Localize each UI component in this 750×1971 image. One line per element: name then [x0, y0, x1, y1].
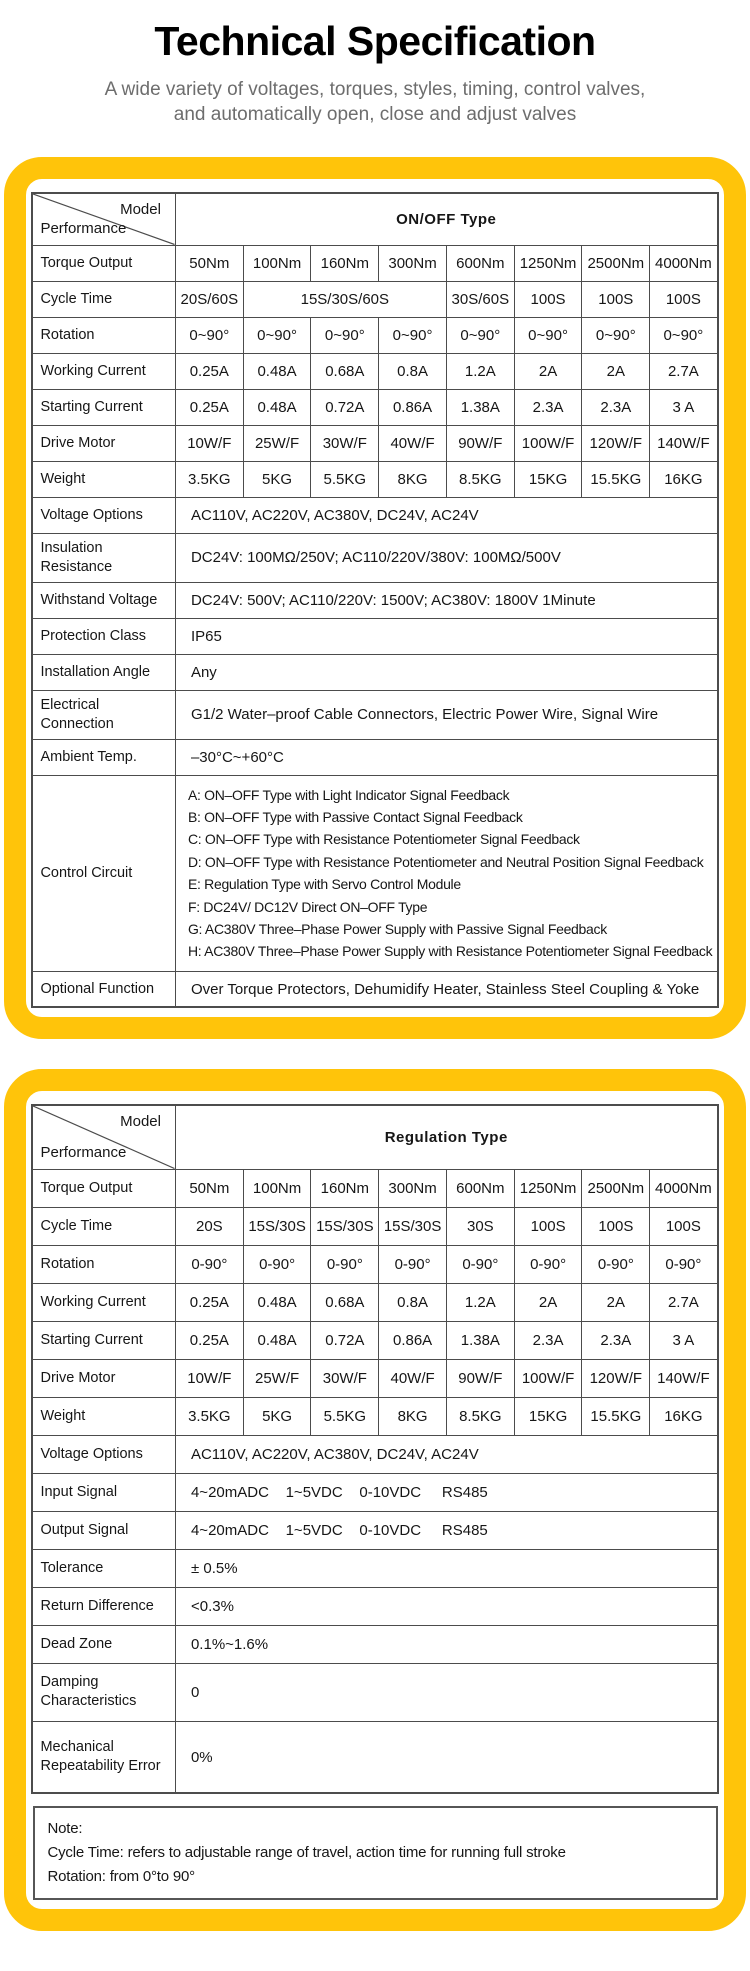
electrical-connection-label: Electrical Connection [32, 690, 175, 739]
torque-output-value-7: 4000Nm [650, 245, 718, 281]
starting-current-value-1: 0.48A [243, 1321, 311, 1359]
working-current-value-5: 2A [514, 353, 582, 389]
damping-characteristics-label: Damping Characteristics [32, 1663, 175, 1721]
dead-zone-row [32, 1625, 717, 1663]
tolerance-row [32, 1549, 717, 1587]
withstand-voltage-label: Withstand Voltage [32, 582, 175, 618]
starting-current-value-5: 2.3A [514, 389, 582, 425]
cycle-time-row [32, 1207, 717, 1245]
corner-model-label: Model [120, 201, 161, 218]
drive-motor-row [32, 425, 717, 461]
drive-motor-value-0: 10W/F [175, 1359, 243, 1397]
weight-value-4: 8.5KG [446, 1397, 514, 1435]
cycle-time-value-0: 20S [175, 1207, 243, 1245]
control-circuit-option: E: Regulation Type with Servo Control Module [187, 876, 461, 893]
tolerance-value: ± 0.5% [175, 1549, 717, 1587]
input-signal-row [32, 1473, 717, 1511]
working-current-value-4: 1.2A [446, 1283, 514, 1321]
onoff-type-header: ON/OFF Type [175, 193, 717, 245]
drive-motor-value-1: 25W/F [243, 425, 311, 461]
cycle-time-value-0: 20S/60S [175, 281, 243, 317]
electrical-connection-row [32, 690, 717, 739]
starting-current-value-0: 0.25A [175, 389, 243, 425]
cycle-time-value-1: 15S/30S [243, 1207, 311, 1245]
rotation-value-1: 0~90° [243, 317, 311, 353]
weight-value-1: 5KG [243, 1397, 311, 1435]
torque-output-value-4: 600Nm [446, 1169, 514, 1207]
regulation-type-card [4, 1069, 746, 1931]
working-current-label: Working Current [32, 1283, 175, 1321]
ambient-temp-row [32, 739, 717, 775]
return-difference-row [32, 1587, 717, 1625]
rotation-value-1: 0-90° [243, 1245, 311, 1283]
starting-current-value-3: 0.86A [379, 1321, 447, 1359]
rotation-value-3: 0-90° [379, 1245, 447, 1283]
installation-angle-label: Installation Angle [32, 654, 175, 690]
starting-current-row [32, 1321, 717, 1359]
ambient-temp-value: –30°C~+60°C [175, 739, 717, 775]
insulation-resistance-row [32, 533, 717, 582]
drive-motor-value-4: 90W/F [446, 425, 514, 461]
mechanical-repeatability-error-value: 0% [175, 1721, 717, 1793]
starting-current-value-0: 0.25A [175, 1321, 243, 1359]
optional-function-value: Over Torque Protectors, Dehumidify Heater, Stainless Steel Coupling & Yoke [175, 971, 717, 1007]
weight-row [32, 461, 717, 497]
working-current-value-3: 0.8A [379, 353, 447, 389]
rotation-value-6: 0~90° [582, 317, 650, 353]
voltage-options-value: AC110V, AC220V, AC380V, DC24V, AC24V [175, 497, 717, 533]
control-circuit-option: G: AC380V Three–Phase Power Supply with Passive Signal Feedback [187, 920, 607, 937]
drive-motor-value-4: 90W/F [446, 1359, 514, 1397]
torque-output-value-6: 2500Nm [582, 245, 650, 281]
insulation-resistance-value: DC24V: 100MΩ/250V; AC110/220V/380V: 100MΩ/500V [175, 533, 717, 582]
subtitle-line-2: and automatically open, close and adjust valves [173, 104, 577, 125]
rotation-value-5: 0~90° [514, 317, 582, 353]
rotation-value-2: 0~90° [311, 317, 379, 353]
dead-zone-label: Dead Zone [32, 1625, 175, 1663]
insulation-resistance-label: Insulation Resistance [32, 533, 175, 582]
rotation-value-4: 0-90° [446, 1245, 514, 1283]
note-cycle-time: Cycle Time: refers to adjustable range of travel, action time for running full stroke [47, 1844, 566, 1862]
return-difference-label: Return Difference [32, 1587, 175, 1625]
corner-model-performance-cell [32, 193, 175, 245]
weight-value-3: 8KG [379, 1397, 447, 1435]
rotation-row [32, 1245, 717, 1283]
damping-characteristics-value: 0 [175, 1663, 717, 1721]
damping-characteristics-row [32, 1663, 717, 1721]
drive-motor-value-6: 120W/F [582, 425, 650, 461]
drive-motor-label: Drive Motor [32, 1359, 175, 1397]
corner-model-performance-cell [32, 1105, 175, 1169]
weight-value-0: 3.5KG [175, 1397, 243, 1435]
torque-output-value-6: 2500Nm [582, 1169, 650, 1207]
torque-output-value-3: 300Nm [379, 245, 447, 281]
working-current-value-5: 2A [514, 1283, 582, 1321]
weight-value-1: 5KG [243, 461, 311, 497]
torque-output-value-7: 4000Nm [650, 1169, 718, 1207]
voltage-options-value: AC110V, AC220V, AC380V, DC24V, AC24V [175, 1435, 717, 1473]
protection-class-value: IP65 [175, 618, 717, 654]
working-current-value-6: 2A [582, 353, 650, 389]
working-current-value-0: 0.25A [175, 353, 243, 389]
rotation-value-2: 0-90° [311, 1245, 379, 1283]
working-current-value-1: 0.48A [243, 1283, 311, 1321]
output-signal-label: Output Signal [32, 1511, 175, 1549]
rotation-value-0: 0~90° [175, 317, 243, 353]
torque-output-value-4: 600Nm [446, 245, 514, 281]
drive-motor-value-3: 40W/F [379, 1359, 447, 1397]
electrical-connection-value: G1/2 Water–proof Cable Connectors, Electric Power Wire, Signal Wire [175, 690, 717, 739]
torque-output-value-0: 50Nm [175, 1169, 243, 1207]
working-current-label: Working Current [32, 353, 175, 389]
output-signal-row [32, 1511, 717, 1549]
voltage-options-label: Voltage Options [32, 497, 175, 533]
withstand-voltage-value: DC24V: 500V; AC110/220V: 1500V; AC380V: 1800V 1Minute [175, 582, 717, 618]
working-current-row [32, 353, 717, 389]
input-signal-label: Input Signal [32, 1473, 175, 1511]
control-circuit-row [32, 775, 717, 971]
output-signal-value: 4~20mADC 1~5VDC 0-10VDC RS485 [175, 1511, 717, 1549]
control-circuit-option: F: DC24V/ DC12V Direct ON–OFF Type [187, 898, 428, 915]
working-current-value-1: 0.48A [243, 353, 311, 389]
drive-motor-value-3: 40W/F [379, 425, 447, 461]
torque-output-row [32, 1169, 717, 1207]
rotation-value-7: 0~90° [650, 317, 718, 353]
cycle-time-label: Cycle Time [32, 281, 175, 317]
starting-current-value-1: 0.48A [243, 389, 311, 425]
cycle-time-value-4: 100S [582, 281, 650, 317]
working-current-value-7: 2.7A [650, 1283, 718, 1321]
torque-output-value-2: 160Nm [311, 245, 379, 281]
drive-motor-value-5: 100W/F [514, 425, 582, 461]
torque-output-label: Torque Output [32, 1169, 175, 1207]
optional-function-label: Optional Function [32, 971, 175, 1007]
mechanical-repeatability-error-row [32, 1721, 717, 1793]
return-difference-value: <0.3% [175, 1587, 717, 1625]
starting-current-value-7: 3 A [650, 1321, 718, 1359]
drive-motor-value-1: 25W/F [243, 1359, 311, 1397]
weight-value-6: 15.5KG [582, 1397, 650, 1435]
protection-class-label: Protection Class [32, 618, 175, 654]
dead-zone-value: 0.1%~1.6% [175, 1625, 717, 1663]
voltage-options-label: Voltage Options [32, 1435, 175, 1473]
cycle-time-value-1: 15S/30S/60S [243, 281, 446, 317]
cycle-time-value-3: 100S [514, 281, 582, 317]
weight-label: Weight [32, 461, 175, 497]
working-current-value-7: 2.7A [650, 353, 718, 389]
weight-value-3: 8KG [379, 461, 447, 497]
protection-class-row [32, 618, 717, 654]
starting-current-value-2: 0.72A [311, 389, 379, 425]
drive-motor-value-6: 120W/F [582, 1359, 650, 1397]
page-title: Technical Specification [154, 18, 596, 64]
regulation-type-header: Regulation Type [175, 1105, 717, 1169]
corner-performance-label: Performance [40, 219, 127, 237]
onoff-type-table [31, 192, 718, 1008]
cycle-time-value-2: 15S/30S [311, 1207, 379, 1245]
onoff-type-card [4, 157, 746, 1039]
input-signal-value: 4~20mADC 1~5VDC 0-10VDC RS485 [175, 1473, 717, 1511]
starting-current-value-5: 2.3A [514, 1321, 582, 1359]
weight-value-6: 15.5KG [582, 461, 650, 497]
weight-value-2: 5.5KG [311, 1397, 379, 1435]
torque-output-label: Torque Output [32, 245, 175, 281]
rotation-value-7: 0-90° [650, 1245, 718, 1283]
cycle-time-value-2: 30S/60S [446, 281, 514, 317]
weight-value-0: 3.5KG [175, 461, 243, 497]
torque-output-value-5: 1250Nm [514, 1169, 582, 1207]
torque-output-value-1: 100Nm [243, 245, 311, 281]
drive-motor-row [32, 1359, 717, 1397]
note-title: Note: [47, 1820, 83, 1838]
weight-value-5: 15KG [514, 461, 582, 497]
control-circuit-option: D: ON–OFF Type with Resistance Potentiometer and Neutral Position Signal Feedback [187, 853, 704, 870]
cycle-time-row [32, 281, 717, 317]
drive-motor-value-2: 30W/F [311, 1359, 379, 1397]
drive-motor-value-0: 10W/F [175, 425, 243, 461]
voltage-options-row [32, 1435, 717, 1473]
starting-current-label: Starting Current [32, 1321, 175, 1359]
working-current-value-6: 2A [582, 1283, 650, 1321]
weight-value-5: 15KG [514, 1397, 582, 1435]
withstand-voltage-row [32, 582, 717, 618]
weight-value-7: 16KG [650, 461, 718, 497]
installation-angle-row [32, 654, 717, 690]
working-current-row [32, 1283, 717, 1321]
rotation-row [32, 317, 717, 353]
working-current-value-2: 0.68A [311, 1283, 379, 1321]
drive-motor-value-7: 140W/F [650, 425, 718, 461]
note-rotation: Rotation: from 0°to 90° [47, 1868, 195, 1886]
voltage-options-row [32, 497, 717, 533]
control-circuit-option: C: ON–OFF Type with Resistance Potentiometer Signal Feedback [187, 831, 580, 848]
drive-motor-value-7: 140W/F [650, 1359, 718, 1397]
starting-current-value-7: 3 A [650, 389, 718, 425]
regulation-type-table [31, 1104, 718, 1794]
weight-value-7: 16KG [650, 1397, 718, 1435]
weight-value-2: 5.5KG [311, 461, 379, 497]
cycle-time-value-5: 100S [650, 281, 718, 317]
working-current-value-2: 0.68A [311, 353, 379, 389]
mechanical-repeatability-error-label: Mechanical Repeatability Error [32, 1721, 175, 1793]
torque-output-value-3: 300Nm [379, 1169, 447, 1207]
weight-row [32, 1397, 717, 1435]
optional-function-row [32, 971, 717, 1007]
ambient-temp-label: Ambient Temp. [32, 739, 175, 775]
rotation-value-4: 0~90° [446, 317, 514, 353]
subtitle-line-1: A wide variety of voltages, torques, styles, timing, control valves, [104, 79, 646, 100]
weight-value-4: 8.5KG [446, 461, 514, 497]
working-current-value-4: 1.2A [446, 353, 514, 389]
control-circuit-option: B: ON–OFF Type with Passive Contact Signal Feedback [187, 808, 523, 825]
cycle-time-value-6: 100S [582, 1207, 650, 1245]
starting-current-value-6: 2.3A [582, 389, 650, 425]
starting-current-value-6: 2.3A [582, 1321, 650, 1359]
corner-performance-label: Performance [40, 1143, 127, 1161]
drive-motor-value-5: 100W/F [514, 1359, 582, 1397]
cycle-time-value-7: 100S [650, 1207, 718, 1245]
rotation-value-3: 0~90° [379, 317, 447, 353]
tolerance-label: Tolerance [32, 1549, 175, 1587]
cycle-time-value-4: 30S [446, 1207, 514, 1245]
weight-label: Weight [32, 1397, 175, 1435]
working-current-value-0: 0.25A [175, 1283, 243, 1321]
starting-current-label: Starting Current [32, 389, 175, 425]
working-current-value-3: 0.8A [379, 1283, 447, 1321]
note-box [33, 1806, 718, 1900]
torque-output-value-2: 160Nm [311, 1169, 379, 1207]
rotation-value-0: 0-90° [175, 1245, 243, 1283]
control-circuit-option: A: ON–OFF Type with Light Indicator Signal Feedback [187, 786, 510, 803]
torque-output-value-0: 50Nm [175, 245, 243, 281]
control-circuit-value [175, 775, 717, 971]
starting-current-value-2: 0.72A [311, 1321, 379, 1359]
starting-current-value-4: 1.38A [446, 389, 514, 425]
rotation-label: Rotation [32, 1245, 175, 1283]
starting-current-value-3: 0.86A [379, 389, 447, 425]
torque-output-value-1: 100Nm [243, 1169, 311, 1207]
torque-output-row [32, 245, 717, 281]
corner-model-label: Model [120, 1113, 161, 1131]
rotation-value-6: 0-90° [582, 1245, 650, 1283]
installation-angle-value: Any [175, 654, 717, 690]
starting-current-row [32, 389, 717, 425]
rotation-value-5: 0-90° [514, 1245, 582, 1283]
drive-motor-value-2: 30W/F [311, 425, 379, 461]
cycle-time-value-3: 15S/30S [379, 1207, 447, 1245]
page-subtitle [0, 77, 750, 127]
torque-output-value-5: 1250Nm [514, 245, 582, 281]
control-circuit-label: Control Circuit [32, 775, 175, 971]
bottom-spacer [0, 1931, 750, 1971]
cycle-time-value-5: 100S [514, 1207, 582, 1245]
rotation-label: Rotation [32, 317, 175, 353]
cycle-time-label: Cycle Time [32, 1207, 175, 1245]
drive-motor-label: Drive Motor [32, 425, 175, 461]
control-circuit-option: H: AC380V Three–Phase Power Supply with Resistance Potentiometer Signal Feedback [187, 943, 713, 960]
starting-current-value-4: 1.38A [446, 1321, 514, 1359]
